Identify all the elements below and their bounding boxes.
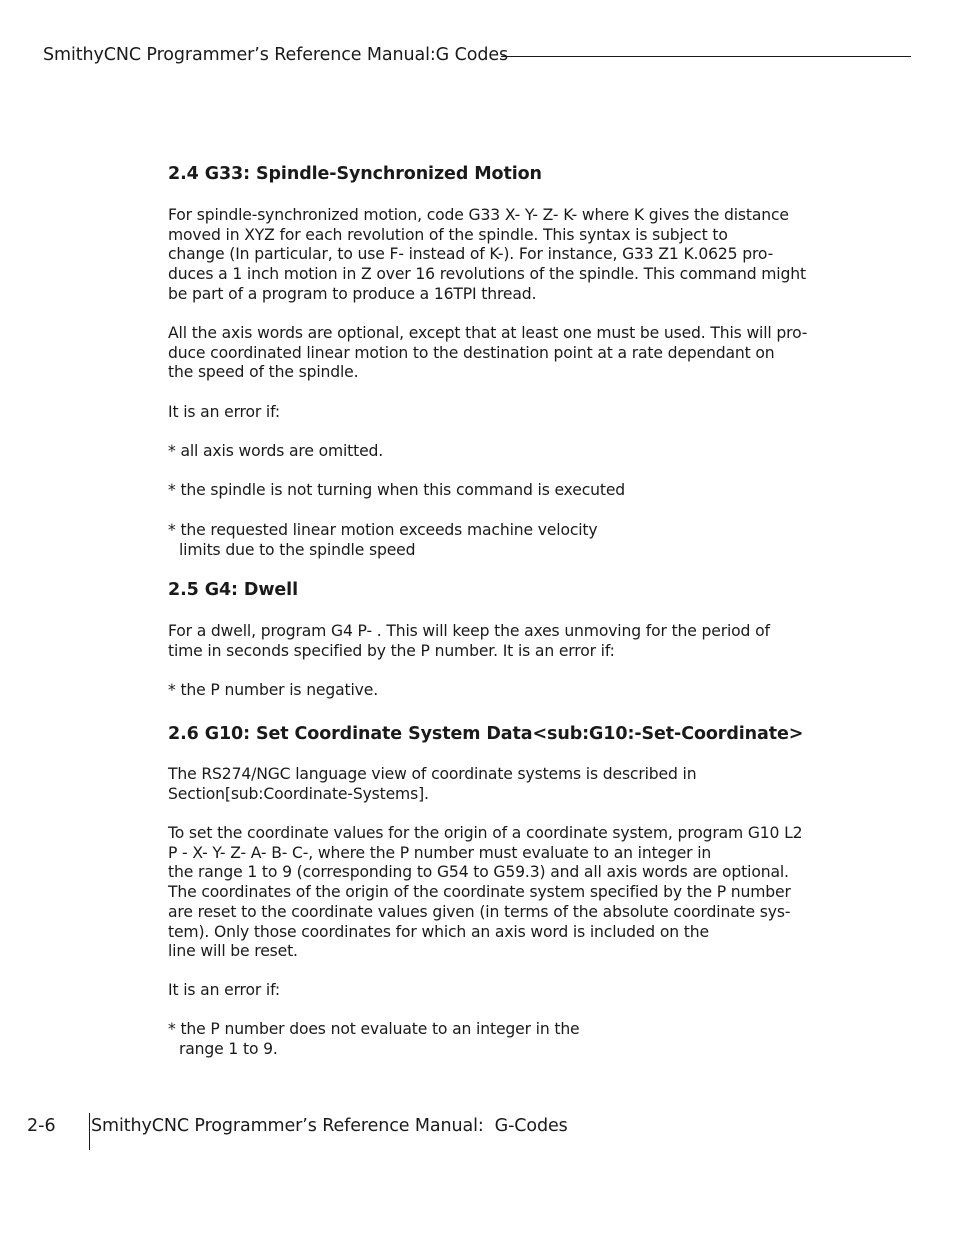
paragraph: To set the coordinate values for the origin of a coordinate system, program G10 L2 P - X- Y- Z- A- B- C-, where the P number must evaluate to an integer in the range 1 to 9 (corresponding to G54 to G59.3) and all axis words are optional. The coordinates of the origin of the coordinate system specified by the P number are reset to the coordinate values given (in terms of the absolute coordinate sys- tem). Only those coordinates for which an axis word is included on the line will be reset. [168, 824, 803, 961]
paragraph: The RS274/NGC language view of coordinate systems is described in Section[sub:Coordinate-Systems]. [168, 765, 697, 803]
paragraph: All the axis words are optional, except that at least one must be used. This will pro- duce coordinated linear motion to the destination point at a rate dependant on the speed of the spindle. [168, 324, 808, 382]
paragraph: For spindle-synchronized motion, code G33 X- Y- Z- K- where K gives the distance moved in XYZ for each revolution of the spindle. This syntax is subject to change (In particular, to use F- instead of K-). For instance, G33 Z1 K.0625 pro- duces a 1 inch motion in Z over 16 revolutions of the spindle. This command might be part of a program to produce a 16TPI thread. [168, 206, 806, 303]
section-heading-g33: 2.4 G33: Spindle-Synchronized Motion [168, 164, 542, 184]
paragraph: It is an error if: [168, 403, 281, 421]
section-heading-g4: 2.5 G4: Dwell [168, 580, 298, 600]
header-rule [501, 56, 911, 57]
footer-title: SmithyCNC Programmer’s Reference Manual: G-Codes [91, 1116, 568, 1136]
page-number: 2-6 [27, 1116, 56, 1136]
section-heading-g10: 2.6 G10: Set Coordinate System Data<sub:G10:-Set-Coordinate> [168, 724, 804, 744]
paragraph: For a dwell, program G4 P- . This will keep the axes unmoving for the period of time in seconds specified by the P number. It is an error if: [168, 622, 770, 660]
list-item: * the P number does not evaluate to an integer in the range 1 to 9. [168, 1020, 580, 1058]
list-item: * all axis words are omitted. [168, 442, 384, 460]
footer-rule [89, 1113, 90, 1150]
list-item: * the requested linear motion exceeds machine velocity limits due to the spindle speed [168, 521, 598, 559]
running-header-title: SmithyCNC Programmer’s Reference Manual:G Codes [43, 45, 509, 65]
paragraph: It is an error if: [168, 981, 281, 999]
list-item: * the spindle is not turning when this command is executed [168, 481, 626, 499]
list-item: * the P number is negative. [168, 681, 378, 699]
